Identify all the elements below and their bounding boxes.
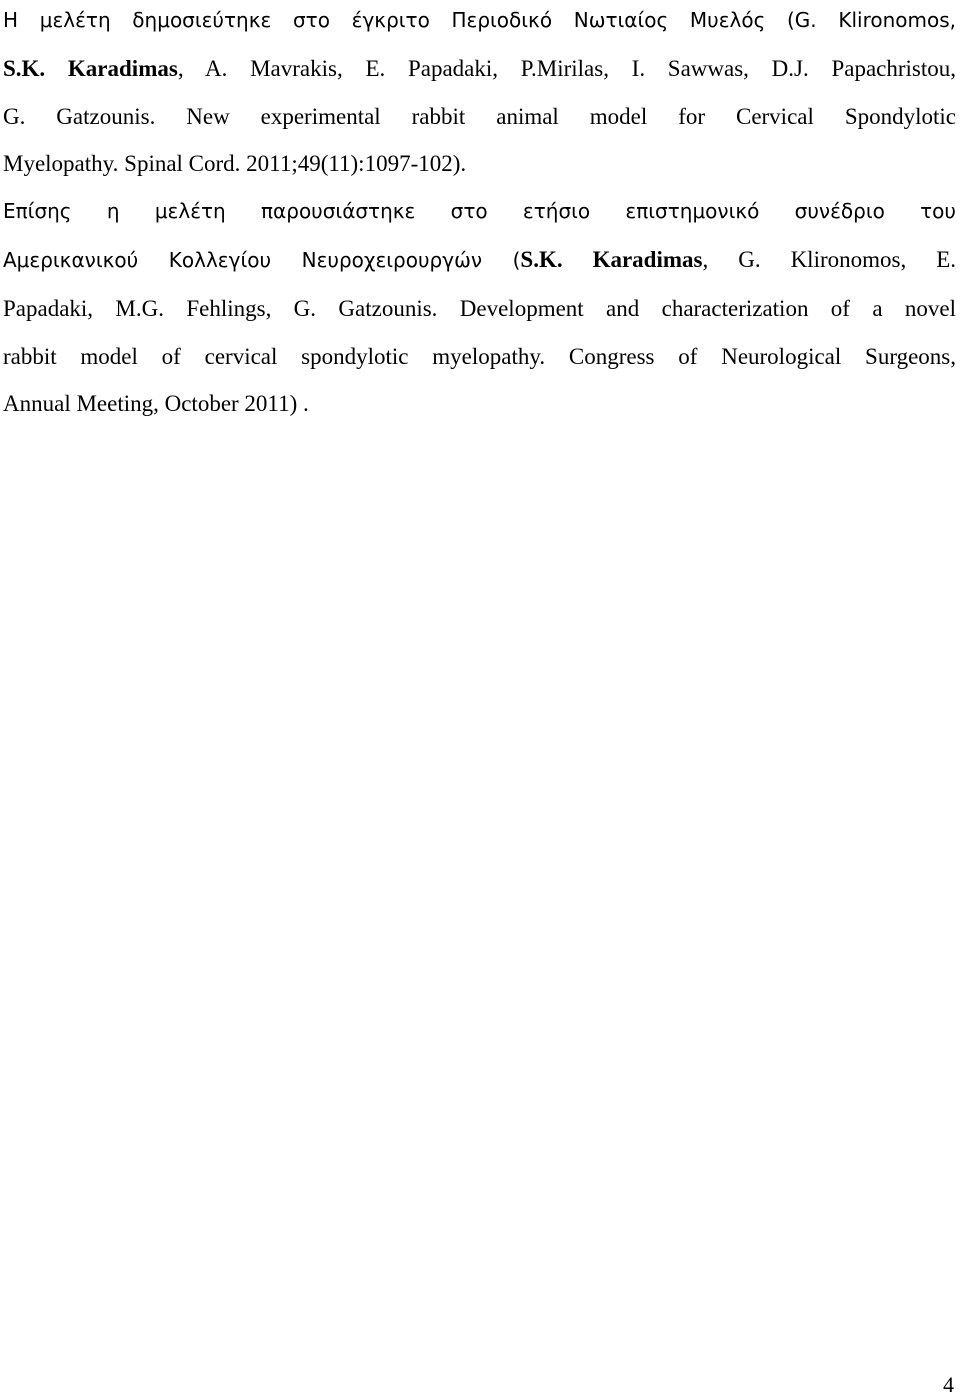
paragraph2-line4-text: rabbit model of cervical spondylotic myelopathy. Congress of Neurological Surgeons, <box>3 343 956 369</box>
paragraph2-line2 <box>3 236 956 285</box>
paragraph1-line2 <box>3 45 956 93</box>
paragraph1-line4-text: Myelopathy. Spinal Cord. 2011;49(11):1097-102). <box>3 151 467 177</box>
paragraph1-line2-text: , A. Mavrakis, E. Papadaki, P.Mirilas, I. Sawwas, D.J. Papachristou, <box>177 55 957 81</box>
paragraph2-line4 <box>3 333 956 381</box>
author-bold: S.K. Karadimas <box>3 55 178 81</box>
paragraph2-line3 <box>3 285 956 333</box>
paragraph2-line1-text: Επίσης η μελέτη παρουσιάστηκε στο ετήσιο επιστημονικό συνέδριο του <box>3 199 956 224</box>
paragraph1-line1 <box>3 0 956 45</box>
paragraph1-line3 <box>3 93 956 141</box>
document-body <box>3 0 956 428</box>
paragraph2-line2-text: , G. Klironomos, E. <box>702 246 957 272</box>
paragraph2-line2-greek: Αμερικανικού Κολλεγίου Νευροχειρουργών ( <box>3 247 521 272</box>
paragraph1-line4 <box>3 140 956 188</box>
paragraph2-line1 <box>3 188 956 236</box>
paragraph2-line5-text: Annual Meeting, October 2011) . <box>3 391 309 417</box>
paragraph2-line5 <box>3 380 956 428</box>
paragraph1-line1-text: Η μελέτη δημοσιεύτηκε στο έγκριτο Περιοδικό Νωτιαίος Μυελός (G. Klironomos, <box>3 8 956 32</box>
paragraph2-line3-text: Papadaki, M.G. Fehlings, G. Gatzounis. Development and characterization of a novel <box>3 295 956 321</box>
page-number: 4 <box>943 1372 954 1397</box>
paragraph1-line3-text: G. Gatzounis. New experimental rabbit animal model for Cervical Spondylotic <box>3 103 956 129</box>
author-bold: S.K. Karadimas <box>520 246 703 272</box>
